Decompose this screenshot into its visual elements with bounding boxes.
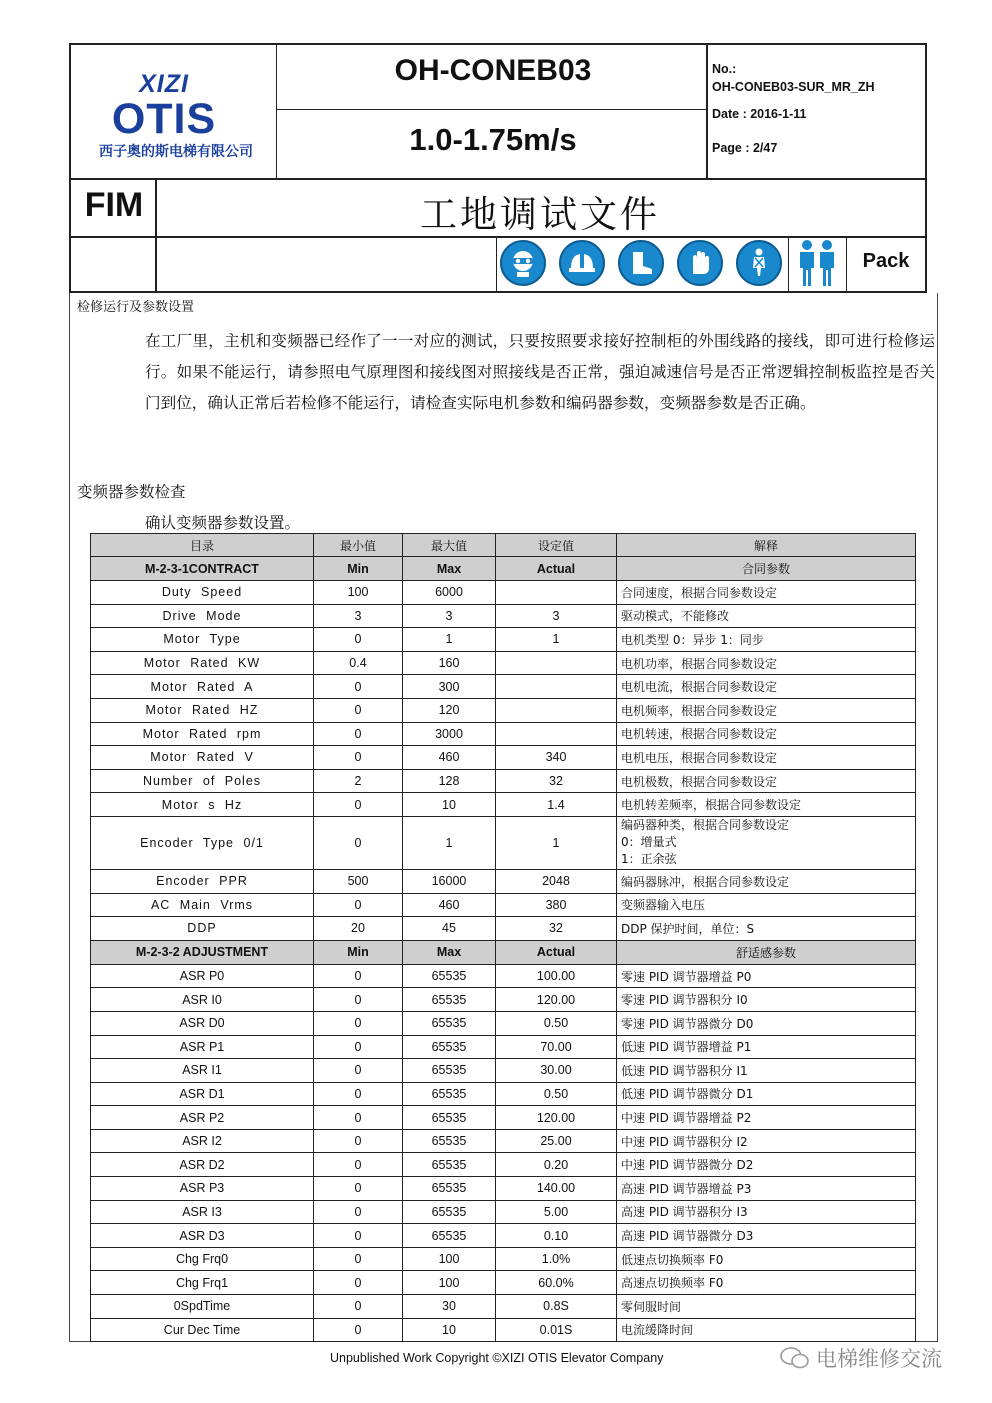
min-value-cell: 2 (314, 769, 403, 793)
divider (276, 45, 277, 178)
table-row (91, 581, 916, 605)
parameter-name-cell: Chg Frq0 (91, 1247, 314, 1271)
group-header-row (91, 940, 916, 964)
description-cell: 电流缓降时间 (617, 1318, 916, 1342)
max-value-cell: 300 (403, 675, 496, 699)
actual-value-cell: 2048 (496, 869, 617, 893)
table-row (91, 746, 916, 770)
table-row (91, 893, 916, 917)
max-value-cell: 65535 (403, 988, 496, 1012)
actual-value-cell: 1 (496, 628, 617, 652)
table-row (91, 1129, 916, 1153)
actual-value-cell (496, 651, 617, 675)
parameter-name-cell: ASR P0 (91, 964, 314, 988)
parameter-name-cell: Motor Type (91, 628, 314, 652)
max-value-cell: 3 (403, 604, 496, 628)
max-value-cell: 65535 (403, 1177, 496, 1201)
description-cell: 电机转差频率，根据合同参数设定 (617, 793, 916, 817)
parameter-name-cell: Motor Rated rpm (91, 722, 314, 746)
table-row (91, 1011, 916, 1035)
description-cell: 中速 PID 调节器积分 I2 (617, 1129, 916, 1153)
table-row (91, 816, 916, 869)
actual-value-cell: 30.00 (496, 1059, 617, 1083)
actual-value-cell (496, 581, 617, 605)
actual-value-cell: 0.50 (496, 1011, 617, 1035)
parameter-name-cell: Number of Poles (91, 769, 314, 793)
min-value-cell: 0 (314, 628, 403, 652)
parameter-name-cell: DDP (91, 917, 314, 941)
watermark (780, 1343, 942, 1373)
min-value-cell: 500 (314, 869, 403, 893)
description-cell: 电机功率，根据合同参数设定 (617, 651, 916, 675)
divider (496, 238, 497, 291)
actual-value-cell: 380 (496, 893, 617, 917)
actual-value-cell: 340 (496, 746, 617, 770)
group-header-cell: Max (403, 557, 496, 581)
max-value-cell: 100 (403, 1247, 496, 1271)
group-header-cell: Actual (496, 940, 617, 964)
description-cell: 编码器种类，根据合同参数设定 0：增量式 1：正余弦 (617, 816, 916, 869)
actual-value-cell: 0.50 (496, 1082, 617, 1106)
table-header-row (91, 534, 916, 557)
description-cell: 高速点切换频率 F0 (617, 1271, 916, 1295)
min-value-cell: 0 (314, 988, 403, 1012)
table-row (91, 988, 916, 1012)
table-row (91, 1247, 916, 1271)
parameter-name-cell: ASR P2 (91, 1106, 314, 1130)
actual-value-cell: 120.00 (496, 988, 617, 1012)
min-value-cell: 0.4 (314, 651, 403, 675)
actual-value-cell: 5.00 (496, 1200, 617, 1224)
safety-boots-icon (618, 240, 664, 286)
description-cell: 驱动模式，不能修改 (617, 604, 916, 628)
table-row (91, 1271, 916, 1295)
safety-goggles-icon (500, 240, 546, 286)
description-cell: 零速 PID 调节器微分 D0 (617, 1011, 916, 1035)
fim-label: FIM (84, 186, 144, 224)
max-value-cell: 128 (403, 769, 496, 793)
min-value-cell: 0 (314, 746, 403, 770)
actual-value-cell: 1.4 (496, 793, 617, 817)
document-code: OH-CONEB03 (394, 54, 592, 87)
description-cell: 零速 PID 调节器增益 P0 (617, 964, 916, 988)
parameter-table (90, 533, 916, 1342)
parameter-name-cell: Chg Frq1 (91, 1271, 314, 1295)
parameter-name-cell: ASR I0 (91, 988, 314, 1012)
max-value-cell: 6000 (403, 581, 496, 605)
pack-label: Pack (862, 250, 910, 272)
max-value-cell: 65535 (403, 1011, 496, 1035)
min-value-cell: 0 (314, 893, 403, 917)
column-header: 解释 (617, 534, 916, 557)
description-cell: 电机电压，根据合同参数设定 (617, 746, 916, 770)
parameter-name-cell: ASR D1 (91, 1082, 314, 1106)
table-row (91, 1106, 916, 1130)
description-cell: 低速 PID 调节器微分 D1 (617, 1082, 916, 1106)
max-value-cell: 65535 (403, 1059, 496, 1083)
parameter-name-cell: ASR I3 (91, 1200, 314, 1224)
logo-company-name: 西子奥的斯电梯有限公司 (99, 144, 253, 160)
min-value-cell: 0 (314, 1224, 403, 1248)
description-cell: 电机极数，根据合同参数设定 (617, 769, 916, 793)
table-row (91, 1318, 916, 1342)
parameter-name-cell: Drive Mode (91, 604, 314, 628)
group-header-cell: M-2-3-1CONTRACT (91, 557, 314, 581)
description-cell: 中速 PID 调节器微分 D2 (617, 1153, 916, 1177)
min-value-cell: 0 (314, 1059, 403, 1083)
actual-value-cell: 0.01S (496, 1318, 617, 1342)
max-value-cell: 65535 (403, 964, 496, 988)
parameter-name-cell: 0SpdTime (91, 1295, 314, 1319)
parameter-name-cell: AC Main Vrms (91, 893, 314, 917)
table-row (91, 964, 916, 988)
group-header-cell: Min (314, 940, 403, 964)
parameter-name-cell: Motor Rated KW (91, 651, 314, 675)
max-value-cell: 3000 (403, 722, 496, 746)
table-row (91, 1224, 916, 1248)
parameter-name-cell: Encoder Type 0/1 (91, 816, 314, 869)
divider (846, 238, 847, 291)
min-value-cell: 0 (314, 1106, 403, 1130)
description-cell: 变频器输入电压 (617, 893, 916, 917)
max-value-cell: 30 (403, 1295, 496, 1319)
max-value-cell: 16000 (403, 869, 496, 893)
parameter-name-cell: Encoder PPR (91, 869, 314, 893)
actual-value-cell: 3 (496, 604, 617, 628)
group-header-row (91, 557, 916, 581)
logo-brand-top: XIZI (139, 70, 189, 98)
description-cell: 电机转速，根据合同参数设定 (617, 722, 916, 746)
table-row (91, 698, 916, 722)
description-cell: DDP 保护时间，单位：S (617, 917, 916, 941)
column-header: 最小值 (314, 534, 403, 557)
table-row (91, 869, 916, 893)
min-value-cell: 0 (314, 1129, 403, 1153)
parameter-name-cell: Motor s Hz (91, 793, 314, 817)
min-value-cell: 0 (314, 816, 403, 869)
min-value-cell: 0 (314, 1295, 403, 1319)
parameter-name-cell: ASR D2 (91, 1153, 314, 1177)
max-value-cell: 1 (403, 816, 496, 869)
parameter-name-cell: ASR P3 (91, 1177, 314, 1201)
table-row (91, 722, 916, 746)
actual-value-cell: 1 (496, 816, 617, 869)
max-value-cell: 10 (403, 1318, 496, 1342)
table-row (91, 917, 916, 941)
doc-date: Date : 2016-1-11 (712, 107, 807, 121)
actual-value-cell: 0.10 (496, 1224, 617, 1248)
actual-value-cell: 100.00 (496, 964, 617, 988)
description-cell: 电机电流，根据合同参数设定 (617, 675, 916, 699)
group-header-cell: 舒适感参数 (617, 940, 916, 964)
description-cell: 高速 PID 调节器积分 I3 (617, 1200, 916, 1224)
max-value-cell: 100 (403, 1271, 496, 1295)
min-value-cell: 0 (314, 1153, 403, 1177)
min-value-cell: 0 (314, 1035, 403, 1059)
description-cell: 低速 PID 调节器增益 P1 (617, 1035, 916, 1059)
table-row (91, 769, 916, 793)
people-icon (794, 238, 840, 288)
table-row (91, 1200, 916, 1224)
parameter-name-cell: Cur Dec Time (91, 1318, 314, 1342)
parameter-name-cell: ASR I2 (91, 1129, 314, 1153)
table-row (91, 675, 916, 699)
actual-value-cell: 60.0% (496, 1271, 617, 1295)
min-value-cell: 3 (314, 604, 403, 628)
parameter-name-cell: Motor Rated A (91, 675, 314, 699)
max-value-cell: 120 (403, 698, 496, 722)
description-cell: 零速 PID 调节器积分 I0 (617, 988, 916, 1012)
actual-value-cell: 70.00 (496, 1035, 617, 1059)
actual-value-cell (496, 722, 617, 746)
actual-value-cell: 25.00 (496, 1129, 617, 1153)
table-row (91, 1153, 916, 1177)
actual-value-cell: 32 (496, 917, 617, 941)
table-row (91, 1059, 916, 1083)
table-row (91, 1082, 916, 1106)
min-value-cell: 0 (314, 964, 403, 988)
actual-value-cell: 0.20 (496, 1153, 617, 1177)
min-value-cell: 100 (314, 581, 403, 605)
parameter-name-cell: Duty Speed (91, 581, 314, 605)
safety-gloves-icon (677, 240, 723, 286)
parameter-name-cell: Motor Rated V (91, 746, 314, 770)
parameter-name-cell: Motor Rated HZ (91, 698, 314, 722)
max-value-cell: 45 (403, 917, 496, 941)
max-value-cell: 65535 (403, 1129, 496, 1153)
divider (277, 109, 707, 110)
table-row (91, 604, 916, 628)
min-value-cell: 0 (314, 1011, 403, 1035)
actual-value-cell (496, 675, 617, 699)
watermark-text: 电梯维修交流 (816, 1347, 942, 1371)
doc-number-label: No.: (712, 62, 737, 76)
min-value-cell: 0 (314, 698, 403, 722)
section-heading: 检修运行及参数设置 (77, 300, 195, 315)
min-value-cell: 0 (314, 1200, 403, 1224)
actual-value-cell: 0.8S (496, 1295, 617, 1319)
actual-value-cell: 32 (496, 769, 617, 793)
logo-brand-main: OTIS (111, 95, 217, 143)
parameter-name-cell: ASR D0 (91, 1011, 314, 1035)
table-row (91, 651, 916, 675)
group-header-cell: Max (403, 940, 496, 964)
column-header: 最大值 (403, 534, 496, 557)
max-value-cell: 65535 (403, 1035, 496, 1059)
group-header-cell: 合同参数 (617, 557, 916, 581)
description-cell: 低速点切换频率 F0 (617, 1247, 916, 1271)
table-row (91, 628, 916, 652)
min-value-cell: 0 (314, 675, 403, 699)
description-cell: 零伺服时间 (617, 1295, 916, 1319)
min-value-cell: 0 (314, 1318, 403, 1342)
description-cell: 电机类型 0：异步 1：同步 (617, 628, 916, 652)
max-value-cell: 1 (403, 628, 496, 652)
description-cell: 合同速度，根据合同参数设定 (617, 581, 916, 605)
sub-text: 确认变频器参数设置。 (145, 514, 301, 532)
copyright-footer: Unpublished Work Copyright ©XIZI OTIS Elevator Company (330, 1351, 664, 1365)
doc-page: Page : 2/47 (712, 141, 778, 155)
table-row (91, 1177, 916, 1201)
parameter-name-cell: ASR P1 (91, 1035, 314, 1059)
table-row (91, 793, 916, 817)
hard-hat-icon (559, 240, 605, 286)
description-cell: 电机频率，根据合同参数设定 (617, 698, 916, 722)
group-header-cell: M-2-3-2 ADJUSTMENT (91, 940, 314, 964)
min-value-cell: 0 (314, 793, 403, 817)
min-value-cell: 20 (314, 917, 403, 941)
column-header: 设定值 (496, 534, 617, 557)
min-value-cell: 0 (314, 1177, 403, 1201)
min-value-cell: 0 (314, 1271, 403, 1295)
max-value-cell: 65535 (403, 1224, 496, 1248)
max-value-cell: 65535 (403, 1153, 496, 1177)
safety-harness-icon (736, 240, 782, 286)
max-value-cell: 160 (403, 651, 496, 675)
max-value-cell: 10 (403, 793, 496, 817)
doc-number-value: OH-CONEB03-SUR_MR_ZH (712, 80, 875, 94)
actual-value-cell: 1.0% (496, 1247, 617, 1271)
page-title: 工地调试文件 (420, 193, 660, 236)
parameter-name-cell: ASR D3 (91, 1224, 314, 1248)
description-cell: 低速 PID 调节器积分 I1 (617, 1059, 916, 1083)
intro-paragraph: 在工厂里，主机和变频器已经作了一一对应的测试，只要按照要求接好控制柜的外围线路的接线，即可进行检修运行。如果不能运行，请参照电气原理图和接线图对照接线是否正常，强迫减速信号是否正常逻辑控制板监控是否关门到位，确认正常后若检修不能运行，请检查实际电机参数和编码器参数，变频器参数是否正确。 (145, 332, 935, 412)
chat-bubble-icon (780, 1345, 810, 1371)
max-value-cell: 65535 (403, 1106, 496, 1130)
column-header: 目录 (91, 534, 314, 557)
group-header-cell: Min (314, 557, 403, 581)
min-value-cell: 0 (314, 1082, 403, 1106)
min-value-cell: 0 (314, 1247, 403, 1271)
actual-value-cell: 140.00 (496, 1177, 617, 1201)
group-header-cell: Actual (496, 557, 617, 581)
actual-value-cell (496, 698, 617, 722)
description-cell: 编码器脉冲，根据合同参数设定 (617, 869, 916, 893)
parameter-name-cell: ASR I1 (91, 1059, 314, 1083)
divider (788, 238, 789, 291)
min-value-cell: 0 (314, 722, 403, 746)
table-row (91, 1035, 916, 1059)
description-cell: 高速 PID 调节器微分 D3 (617, 1224, 916, 1248)
speed-range: 1.0-1.75m/s (409, 122, 577, 157)
max-value-cell: 460 (403, 893, 496, 917)
table-row (91, 1295, 916, 1319)
divider (71, 178, 925, 180)
description-cell: 高速 PID 调节器增益 P3 (617, 1177, 916, 1201)
max-value-cell: 460 (403, 746, 496, 770)
actual-value-cell: 120.00 (496, 1106, 617, 1130)
description-cell: 中速 PID 调节器增益 P2 (617, 1106, 916, 1130)
max-value-cell: 65535 (403, 1200, 496, 1224)
sub-heading: 变频器参数检查 (77, 483, 186, 501)
max-value-cell: 65535 (403, 1082, 496, 1106)
